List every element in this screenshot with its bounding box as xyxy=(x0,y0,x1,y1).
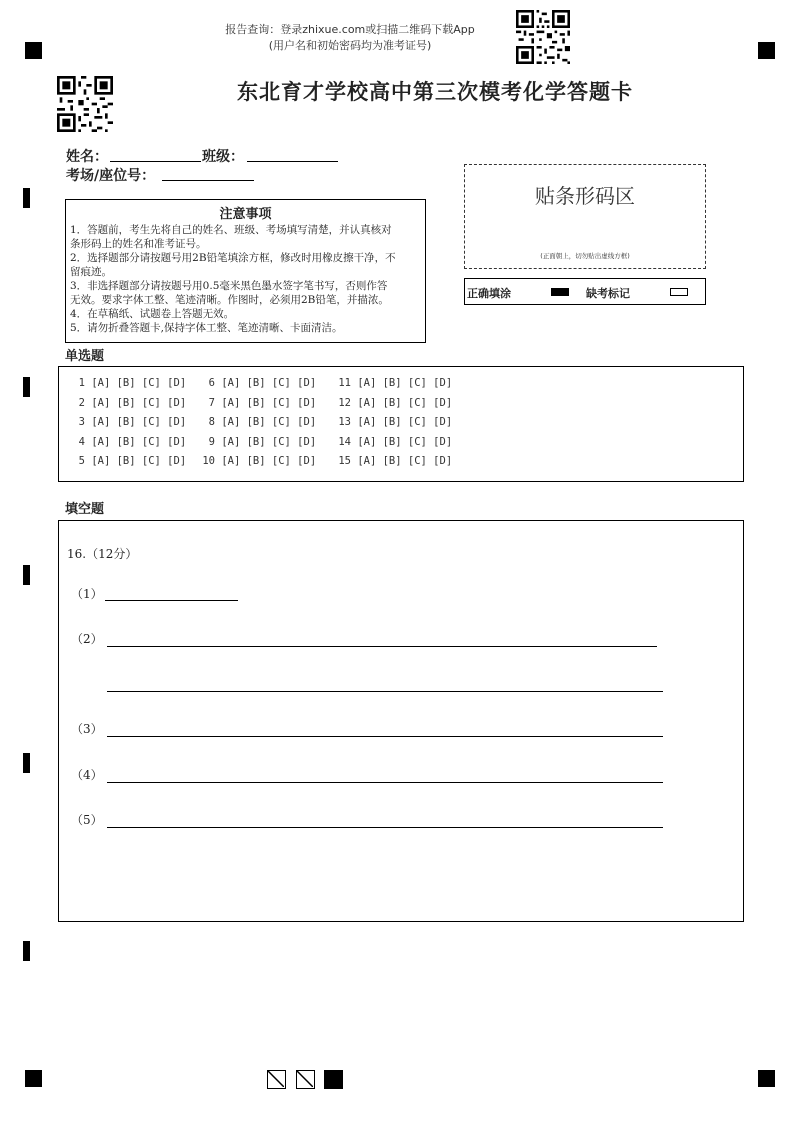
mc-row[interactable]: 9 [A] [B] [C] [D] xyxy=(208,435,317,448)
fill-section-title: 填空题 xyxy=(65,502,105,517)
seat-label: 考场/座位号： xyxy=(66,168,156,184)
corner-marker-top-right xyxy=(758,42,775,59)
part-2-label: （2） xyxy=(71,632,103,646)
seat-field[interactable] xyxy=(162,180,254,181)
name-label: 姓名： xyxy=(66,149,108,165)
mc-answer-box xyxy=(58,366,744,482)
mc-section-title: 单选题 xyxy=(65,349,105,364)
mc-row[interactable]: 11 [A] [B] [C] [D] xyxy=(338,377,453,389)
mc-row[interactable]: 1 [A] [B] [C] [D] xyxy=(78,377,187,389)
part-1-answer-line[interactable] xyxy=(105,600,238,601)
notice-line: 留痕迹。 xyxy=(70,266,112,278)
name-field[interactable] xyxy=(110,161,201,162)
class-label: 班级： xyxy=(202,149,244,165)
mc-row[interactable]: 10 [A] [B] [C] [D] xyxy=(202,455,317,467)
mc-row[interactable]: 8 [A] [B] [C] [D] xyxy=(208,416,317,428)
part-2-answer-line[interactable] xyxy=(107,691,663,692)
part-3-answer-line[interactable] xyxy=(107,736,663,737)
notice-line: 5．请勿折叠答题卡,保持字体工整、笔迹清晰、卡面清洁。 xyxy=(70,322,343,334)
barcode-title: 贴条形码区 xyxy=(535,184,635,208)
question-16-header: 16.（12分） xyxy=(67,547,138,561)
part-5-label: （5） xyxy=(71,813,103,827)
mc-column xyxy=(335,377,452,475)
correct-fill-sample xyxy=(551,288,569,296)
mc-row[interactable]: 15 [A] [B] [C] [D] xyxy=(338,455,453,467)
corner-marker-bottom-right xyxy=(758,1070,775,1087)
mc-row[interactable]: 7 [A] [B] [C] [D] xyxy=(208,396,317,409)
mc-row[interactable]: 6 [A] [B] [C] [D] xyxy=(208,377,317,389)
edge-marker xyxy=(23,941,30,961)
barcode-note: (正面朝上，切勿贴出虚线方框) xyxy=(540,252,630,260)
edge-marker xyxy=(23,753,30,773)
part-4-answer-line[interactable] xyxy=(107,782,663,783)
notice-line: 3．非选择题部分请按题号用0.5毫米黑色墨水签字笔书写，否则作答 xyxy=(70,280,388,292)
app-download-qr-icon xyxy=(516,10,570,64)
correct-fill-label: 正确填涂 xyxy=(467,287,511,300)
edge-marker xyxy=(23,565,30,585)
fill-answer-box xyxy=(58,520,744,922)
part-5-answer-line[interactable] xyxy=(107,827,663,828)
mc-row[interactable]: 13 [A] [B] [C] [D] xyxy=(338,416,453,428)
edge-marker xyxy=(23,377,30,397)
part-2-answer-line[interactable] xyxy=(107,646,657,647)
page-code-crossed-icon xyxy=(267,1070,286,1089)
part-1-label: （1） xyxy=(71,587,103,601)
student-qr-icon xyxy=(57,76,113,132)
page-code-solid-icon xyxy=(324,1070,343,1089)
notice-line: 2．选择题部分请按题号用2B铅笔填涂方框，修改时用橡皮擦干净，不 xyxy=(70,252,396,264)
absent-mark-checkbox[interactable] xyxy=(670,288,688,296)
page-title: 东北育才学校高中第三次模考化学答题卡 xyxy=(237,80,633,104)
mc-row[interactable]: 4 [A] [B] [C] [D] xyxy=(78,435,187,448)
part-3-label: （3） xyxy=(71,722,103,736)
mc-row[interactable]: 2 [A] [B] [C] [D] xyxy=(78,396,187,409)
notice-box xyxy=(65,199,426,343)
corner-marker-top-left xyxy=(25,42,42,59)
notice-title: 注意事项 xyxy=(219,207,272,222)
login-hint: (用户名和初始密码均为准考证号) xyxy=(268,39,432,52)
mc-row[interactable]: 3 [A] [B] [C] [D] xyxy=(78,416,187,428)
mc-row[interactable]: 5 [A] [B] [C] [D] xyxy=(78,455,187,467)
fill-legend xyxy=(464,278,706,305)
part-4-label: （4） xyxy=(71,768,103,782)
notice-line: 1．答题前，考生先将自己的姓名、班级、考场填写清楚，并认真核对 xyxy=(70,224,392,236)
barcode-area[interactable] xyxy=(464,164,706,269)
absent-mark-label: 缺考标记 xyxy=(586,287,630,300)
mc-column xyxy=(75,377,186,475)
notice-line: 无效。要求字体工整、笔迹清晰。作图时，必须用2B铅笔，并描浓。 xyxy=(70,294,389,306)
mc-row[interactable]: 14 [A] [B] [C] [D] xyxy=(338,435,453,448)
corner-marker-bottom-left xyxy=(25,1070,42,1087)
notice-line: 4．在草稿纸、试题卷上答题无效。 xyxy=(70,308,235,320)
mc-row[interactable]: 12 [A] [B] [C] [D] xyxy=(338,396,453,409)
class-field[interactable] xyxy=(247,161,338,162)
notice-line: 条形码上的姓名和准考证号。 xyxy=(70,238,207,250)
edge-marker xyxy=(23,188,30,208)
page-code-crossed-icon xyxy=(296,1070,315,1089)
mc-column xyxy=(199,377,316,475)
report-query-note: 报告查询：登录zhixue.com或扫描二维码下载App xyxy=(225,23,475,36)
